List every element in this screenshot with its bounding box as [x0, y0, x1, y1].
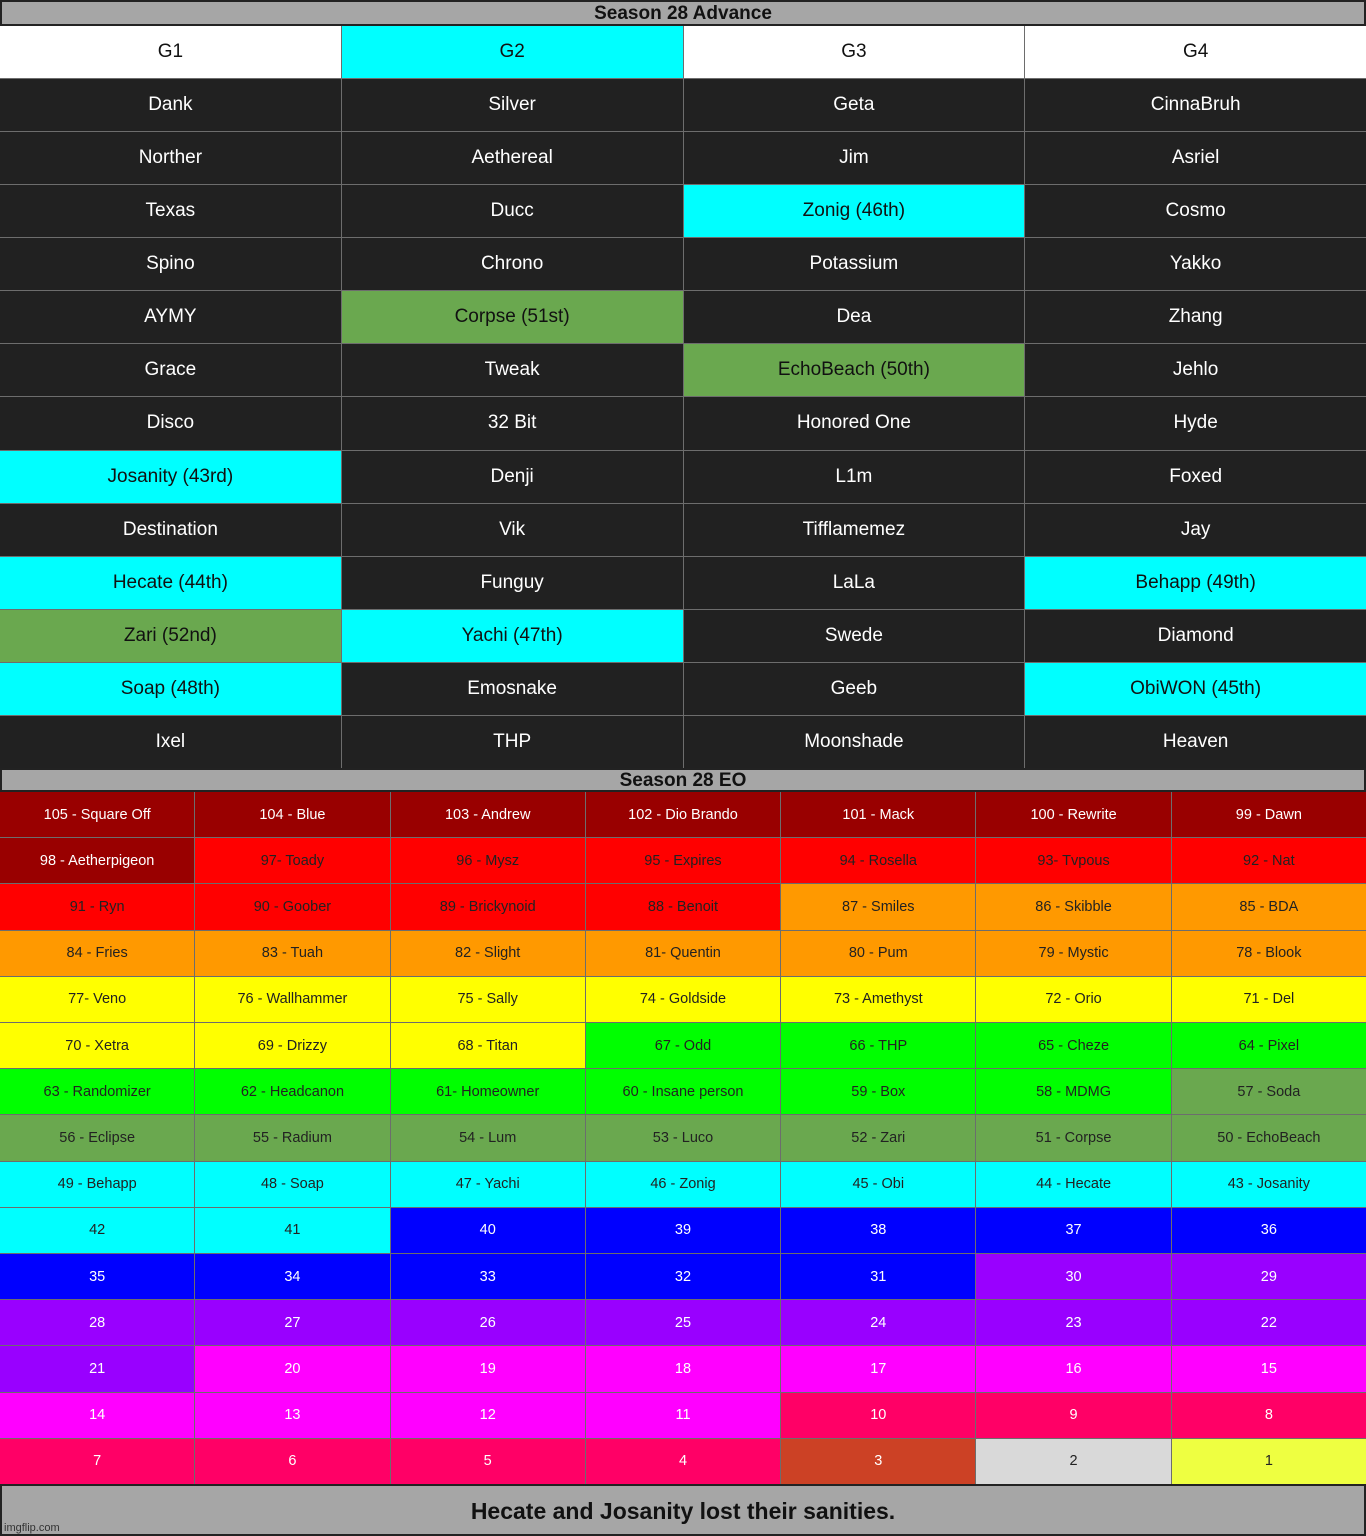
advance-cell: Zonig (46th) — [684, 185, 1025, 237]
advance-cell: Jay — [1025, 504, 1366, 556]
eo-cell: 98 - Aetherpigeon — [0, 838, 194, 883]
eo-cell: 4 — [586, 1439, 780, 1484]
eo-cell: 61- Homeowner — [391, 1069, 585, 1114]
advance-cell: Norther — [0, 132, 341, 184]
advance-cell: LaLa — [684, 557, 1025, 609]
advance-cell: L1m — [684, 451, 1025, 503]
eo-cell: 29 — [1172, 1254, 1366, 1299]
eo-cell: 55 - Radium — [195, 1115, 389, 1160]
advance-cell: Spino — [0, 238, 341, 290]
eo-cell: 48 - Soap — [195, 1162, 389, 1207]
eo-cell: 81- Quentin — [586, 931, 780, 976]
eo-cell: 14 — [0, 1393, 194, 1438]
advance-cell: Grace — [0, 344, 341, 396]
eo-cell: 7 — [0, 1439, 194, 1484]
eo-cell: 42 — [0, 1208, 194, 1253]
eo-cell: 30 — [976, 1254, 1170, 1299]
advance-cell: Jehlo — [1025, 344, 1366, 396]
eo-cell: 91 - Ryn — [0, 884, 194, 929]
advance-cell: AYMY — [0, 291, 341, 343]
advance-cell: Hecate (44th) — [0, 557, 341, 609]
eo-cell: 74 - Goldside — [586, 977, 780, 1022]
advance-cell: Potassium — [684, 238, 1025, 290]
eo-cell: 64 - Pixel — [1172, 1023, 1366, 1068]
advance-cell: Emosnake — [342, 663, 683, 715]
eo-cell: 39 — [586, 1208, 780, 1253]
eo-cell: 97- Toady — [195, 838, 389, 883]
eo-cell: 100 - Rewrite — [976, 792, 1170, 837]
advance-cell: Jim — [684, 132, 1025, 184]
advance-title: Season 28 Advance — [0, 0, 1366, 26]
advance-cell: Funguy — [342, 557, 683, 609]
advance-cell: Behapp (49th) — [1025, 557, 1366, 609]
eo-cell: 17 — [781, 1346, 975, 1391]
eo-cell: 99 - Dawn — [1172, 792, 1366, 837]
eo-cell: 83 - Tuah — [195, 931, 389, 976]
eo-cell: 13 — [195, 1393, 389, 1438]
eo-cell: 84 - Fries — [0, 931, 194, 976]
eo-cell: 33 — [391, 1254, 585, 1299]
advance-cell: Dank — [0, 79, 341, 131]
advance-cell: EchoBeach (50th) — [684, 344, 1025, 396]
eo-cell: 38 — [781, 1208, 975, 1253]
eo-cell: 96 - Mysz — [391, 838, 585, 883]
eo-cell: 53 - Luco — [586, 1115, 780, 1160]
eo-cell: 71 - Del — [1172, 977, 1366, 1022]
eo-cell: 21 — [0, 1346, 194, 1391]
eo-cell: 77- Veno — [0, 977, 194, 1022]
advance-cell: Chrono — [342, 238, 683, 290]
eo-cell: 19 — [391, 1346, 585, 1391]
eo-cell: 10 — [781, 1393, 975, 1438]
eo-cell: 26 — [391, 1300, 585, 1345]
advance-cell: Tweak — [342, 344, 683, 396]
eo-cell: 50 - EchoBeach — [1172, 1115, 1366, 1160]
advance-cell: CinnaBruh — [1025, 79, 1366, 131]
eo-cell: 51 - Corpse — [976, 1115, 1170, 1160]
advance-cell: Disco — [0, 397, 341, 449]
eo-cell: 25 — [586, 1300, 780, 1345]
eo-cell: 54 - Lum — [391, 1115, 585, 1160]
eo-cell: 23 — [976, 1300, 1170, 1345]
advance-cell: Asriel — [1025, 132, 1366, 184]
eo-cell: 16 — [976, 1346, 1170, 1391]
eo-cell: 101 - Mack — [781, 792, 975, 837]
eo-cell: 82 - Slight — [391, 931, 585, 976]
advance-cell: Honored One — [684, 397, 1025, 449]
eo-cell: 36 — [1172, 1208, 1366, 1253]
advance-table — [0, 26, 1366, 768]
advance-cell: Heaven — [1025, 716, 1366, 768]
advance-cell: Ixel — [0, 716, 341, 768]
eo-cell: 5 — [391, 1439, 585, 1484]
advance-cell: Geeb — [684, 663, 1025, 715]
eo-cell: 45 - Obi — [781, 1162, 975, 1207]
group-header: G4 — [1025, 26, 1366, 78]
footer-caption: Hecate and Josanity lost their sanities. — [0, 1484, 1366, 1536]
advance-cell: Zari (52nd) — [0, 610, 341, 662]
advance-cell: Zhang — [1025, 291, 1366, 343]
eo-cell: 47 - Yachi — [391, 1162, 585, 1207]
eo-cell: 85 - BDA — [1172, 884, 1366, 929]
eo-cell: 89 - Brickynoid — [391, 884, 585, 929]
eo-cell: 94 - Rosella — [781, 838, 975, 883]
eo-cell: 102 - Dio Brando — [586, 792, 780, 837]
eo-cell: 8 — [1172, 1393, 1366, 1438]
eo-cell: 57 - Soda — [1172, 1069, 1366, 1114]
eo-cell: 62 - Headcanon — [195, 1069, 389, 1114]
eo-cell: 80 - Pum — [781, 931, 975, 976]
eo-cell: 105 - Square Off — [0, 792, 194, 837]
advance-cell: ObiWON (45th) — [1025, 663, 1366, 715]
eo-cell: 60 - Insane person — [586, 1069, 780, 1114]
advance-cell: Dea — [684, 291, 1025, 343]
eo-cell: 88 - Benoit — [586, 884, 780, 929]
eo-cell: 35 — [0, 1254, 194, 1299]
advance-cell: Aethereal — [342, 132, 683, 184]
advance-cell: Josanity (43rd) — [0, 451, 341, 503]
advance-cell: Destination — [0, 504, 341, 556]
eo-cell: 40 — [391, 1208, 585, 1253]
eo-cell: 68 - Titan — [391, 1023, 585, 1068]
advance-cell: Soap (48th) — [0, 663, 341, 715]
eo-cell: 41 — [195, 1208, 389, 1253]
eo-cell: 22 — [1172, 1300, 1366, 1345]
eo-cell: 59 - Box — [781, 1069, 975, 1114]
eo-cell: 46 - Zonig — [586, 1162, 780, 1207]
eo-cell: 43 - Josanity — [1172, 1162, 1366, 1207]
eo-cell: 15 — [1172, 1346, 1366, 1391]
eo-cell: 44 - Hecate — [976, 1162, 1170, 1207]
eo-cell: 67 - Odd — [586, 1023, 780, 1068]
eo-title: Season 28 EO — [0, 768, 1366, 792]
eo-cell: 52 - Zari — [781, 1115, 975, 1160]
eo-cell: 70 - Xetra — [0, 1023, 194, 1068]
eo-cell: 37 — [976, 1208, 1170, 1253]
group-header: G1 — [0, 26, 341, 78]
advance-cell: Corpse (51st) — [342, 291, 683, 343]
eo-cell: 73 - Amethyst — [781, 977, 975, 1022]
eo-cell: 79 - Mystic — [976, 931, 1170, 976]
advance-cell: Tifflamemez — [684, 504, 1025, 556]
eo-cell: 76 - Wallhammer — [195, 977, 389, 1022]
eo-cell: 103 - Andrew — [391, 792, 585, 837]
advance-cell: THP — [342, 716, 683, 768]
eo-cell: 34 — [195, 1254, 389, 1299]
eo-cell: 24 — [781, 1300, 975, 1345]
group-header: G2 — [342, 26, 683, 78]
eo-cell: 87 - Smiles — [781, 884, 975, 929]
eo-cell: 65 - Cheze — [976, 1023, 1170, 1068]
eo-cell: 104 - Blue — [195, 792, 389, 837]
advance-cell: Yachi (47th) — [342, 610, 683, 662]
advance-cell: Geta — [684, 79, 1025, 131]
eo-cell: 18 — [586, 1346, 780, 1391]
eo-cell: 92 - Nat — [1172, 838, 1366, 883]
advance-cell: Diamond — [1025, 610, 1366, 662]
eo-cell: 32 — [586, 1254, 780, 1299]
eo-cell: 72 - Orio — [976, 977, 1170, 1022]
eo-cell: 66 - THP — [781, 1023, 975, 1068]
eo-cell: 27 — [195, 1300, 389, 1345]
eo-cell: 28 — [0, 1300, 194, 1345]
eo-cell: 3 — [781, 1439, 975, 1484]
advance-cell: Swede — [684, 610, 1025, 662]
advance-cell: Silver — [342, 79, 683, 131]
advance-cell: Vik — [342, 504, 683, 556]
advance-cell: 32 Bit — [342, 397, 683, 449]
eo-cell: 2 — [976, 1439, 1170, 1484]
eo-cell: 75 - Sally — [391, 977, 585, 1022]
eo-cell: 31 — [781, 1254, 975, 1299]
eo-cell: 63 - Randomizer — [0, 1069, 194, 1114]
advance-cell: Hyde — [1025, 397, 1366, 449]
eo-table — [0, 792, 1366, 1484]
advance-cell: Cosmo — [1025, 185, 1366, 237]
advance-cell: Yakko — [1025, 238, 1366, 290]
eo-cell: 1 — [1172, 1439, 1366, 1484]
eo-cell: 11 — [586, 1393, 780, 1438]
eo-cell: 9 — [976, 1393, 1170, 1438]
eo-cell: 86 - Skibble — [976, 884, 1170, 929]
eo-cell: 58 - MDMG — [976, 1069, 1170, 1114]
eo-cell: 49 - Behapp — [0, 1162, 194, 1207]
advance-cell: Ducc — [342, 185, 683, 237]
eo-cell: 90 - Goober — [195, 884, 389, 929]
advance-cell: Foxed — [1025, 451, 1366, 503]
eo-cell: 93- Tvpous — [976, 838, 1170, 883]
advance-cell: Denji — [342, 451, 683, 503]
eo-cell: 20 — [195, 1346, 389, 1391]
advance-cell: Moonshade — [684, 716, 1025, 768]
watermark: imgflip.com — [4, 1522, 60, 1534]
eo-cell: 6 — [195, 1439, 389, 1484]
group-header: G3 — [684, 26, 1025, 78]
advance-cell: Texas — [0, 185, 341, 237]
eo-cell: 78 - Blook — [1172, 931, 1366, 976]
eo-cell: 69 - Drizzy — [195, 1023, 389, 1068]
eo-cell: 56 - Eclipse — [0, 1115, 194, 1160]
eo-cell: 12 — [391, 1393, 585, 1438]
eo-cell: 95 - Expires — [586, 838, 780, 883]
